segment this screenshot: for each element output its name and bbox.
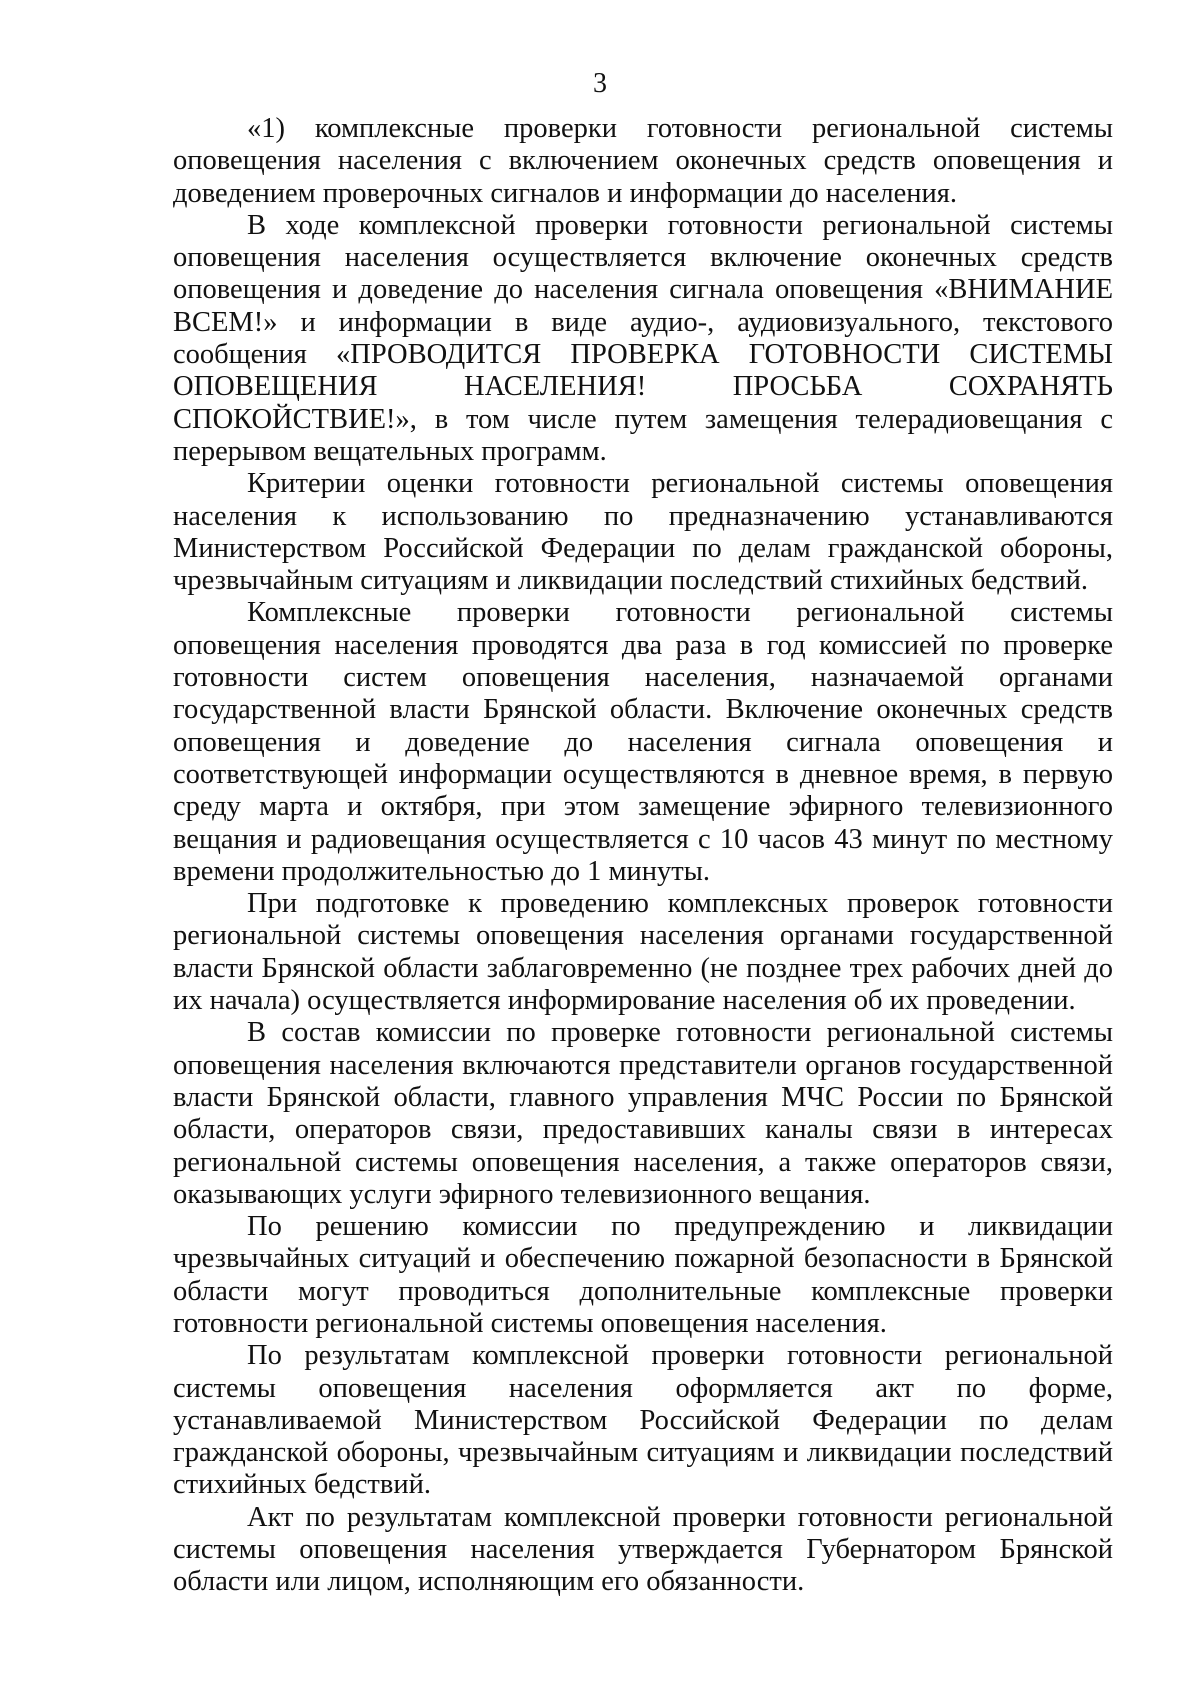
paragraph-4: Комплексные проверки готовности региональной системы оповещения населения проводятся два раза в год комиссией по проверке готовности систем оповещения населения, назначаемой органами государственной власти Брянской области. Включение оконечных средств оповещения и доведение до населения сигнала оповещения и соответствующей информации осуществляются в дневное время, в первую среду марта и октября, при этом замещение эфирного телевизионного вещания и радиовещания осуществляется с 10 часов 43 минут по местному времени продолжительностью до 1 минуты. (173, 597, 1113, 887)
paragraph-7: По решению комиссии по предупреждению и ликвидации чрезвычайных ситуаций и обеспечению пожарной безопасности в Брянской области могут проводиться дополнительные комплексные проверки готовности региональной системы оповещения населения. (173, 1211, 1113, 1339)
paragraph-8: По результатам комплексной проверки готовности региональной системы оповещения населения оформляется акт по форме, устанавливаемой Министерством Российской Федерации по делам гражданской обороны, чрезвычайным ситуациям и ликвидации последствий стихийных бедствий. (173, 1340, 1113, 1501)
paragraph-6: В состав комиссии по проверке готовности региональной системы оповещения населения включаются представители органов государственной власти Брянской области, главного управления МЧС России по Брянской области, операторов связи, предоставивших каналы связи в интересах региональной системы оповещения населения, а также операторов связи, оказывающих услуги эфирного телевизионного вещания. (173, 1017, 1113, 1210)
paragraph-2: В ходе комплексной проверки готовности региональной системы оповещения населения осуществляется включение оконечных средств оповещения и доведение до населения сигнала оповещения «ВНИМАНИЕ ВСЕМ!» и информации в виде аудио-, аудиовизуального, текстового сообщения «ПРОВОДИТСЯ ПРОВЕРКА ГОТОВНОСТИ СИСТЕМЫ ОПОВЕЩЕНИЯ НАСЕЛЕНИЯ! ПРОСЬБА СОХРАНЯТЬ СПОКОЙСТВИЕ!», в том числе путем замещения телерадиовещания с перерывом вещательных программ. (173, 209, 1113, 467)
paragraph-1: «1) комплексные проверки готовности региональной системы оповещения населения с включением оконечных средств оповещения и доведением проверочных сигналов и информации до населения. (173, 113, 1113, 209)
page-number: 3 (593, 68, 607, 99)
document-body (173, 113, 1113, 1599)
paragraph-5: При подготовке к проведению комплексных проверок готовности региональной системы оповещения населения органами государственной власти Брянской области заблаговременно (не позднее трех рабочих дней до их начала) осуществляется информирование населения об их проведении. (173, 888, 1113, 1017)
paragraph-9: Акт по результатам комплексной проверки готовности региональной системы оповещения населения утверждается Губернатором Брянской области или лицом, исполняющим его обязанности. (173, 1501, 1113, 1598)
paragraph-3: Критерии оценки готовности региональной системы оповещения населения к использованию по предназначению устанавливаются Министерством Российской Федерации по делам гражданской обороны, чрезвычайным ситуациям и ликвидации последствий стихийных бедствий. (173, 468, 1113, 597)
